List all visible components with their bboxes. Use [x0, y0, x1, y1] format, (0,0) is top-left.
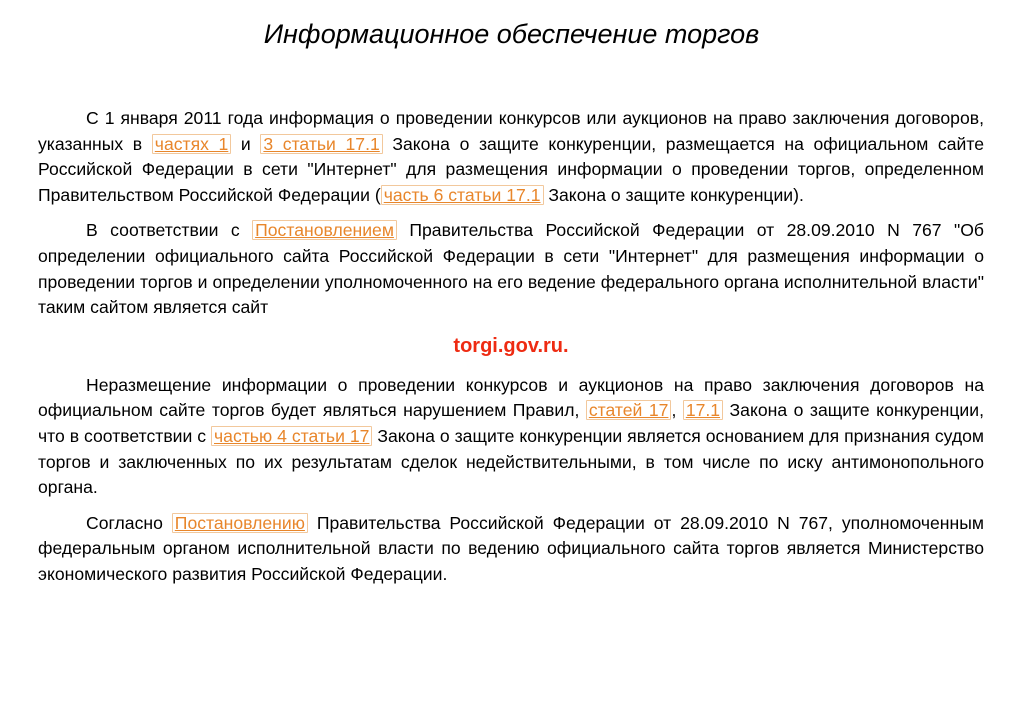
official-site-line [38, 331, 984, 361]
link-article-17[interactable]: статей 17 [586, 400, 672, 420]
document-body [38, 106, 984, 598]
paragraph-text: Неразмещение информации о проведении конкурсов и аукционов на право заключения договоров на официальном сайте торгов будет являться нарушением Правил, [38, 374, 984, 421]
paragraph-text: С 1 января 2011 года информация о проведении конкурсов или аукционов на право заключения договоров, указанных в [38, 108, 984, 154]
link-article-17-1[interactable]: 17.1 [683, 400, 723, 420]
paragraph-text: Правительства Российской Федерации от 28.09.2010 N 767 "Об определении официального сайта Российской Федерации в сети "Интернет" для размещения информации о проведении торгов и определении уполномоченного на его ведение федерального органа исполнительной власти" таким сайтом является сайт [38, 220, 985, 318]
link-decree-2[interactable]: Постановлению [172, 513, 308, 533]
paragraph-authorized-body [38, 511, 984, 588]
paragraph-text: Правительства Российской Федерации от 28.09.2010 N 767, уполномоченным федеральным органом исполнительной власти по ведению официального сайта торгов является Министерство экономического развития Российской Федерации. [38, 512, 984, 584]
paragraph-text: Закона о защите конкуренции). [543, 184, 804, 205]
paragraph-violation [38, 373, 984, 501]
link-decree[interactable]: Постановлением [252, 220, 397, 240]
link-article-17-1-part-6[interactable]: часть 6 статьи 17.1 [381, 185, 544, 205]
paragraph-text: , [671, 400, 683, 421]
page-title: Информационное обеспечение торгов [263, 19, 760, 49]
paragraph-text: Согласно [86, 512, 172, 533]
paragraph-government-decree [38, 218, 984, 320]
link-article-17-1-part-3[interactable]: 3 статьи 17.1 [260, 134, 382, 154]
paragraph-text: В соответствии с [86, 220, 253, 241]
link-parts-1[interactable]: частях 1 [152, 134, 232, 154]
paragraph-text: и [231, 133, 261, 154]
paragraph-info-placement [38, 106, 984, 208]
link-article-17-part-4[interactable]: частью 4 статьи 17 [211, 426, 372, 446]
official-site-link[interactable]: torgi.gov.ru. [453, 334, 569, 357]
paragraph-text: Закона о защите конкуренции, что в соответствии с [38, 400, 984, 446]
paragraph-text: Закона о защите конкуренции является основанием для признания судом торгов и заключенных по их результатам сделок недействительными, в том числе по иску антимонопольного органа. [38, 425, 985, 498]
paragraph-text: Закона о защите конкуренции, размещается на официальном сайте Российской Федерации в сети "Интернет" для размещения информации о проведении торгов, определенном Правительством Российской Федерации ( [38, 133, 984, 205]
